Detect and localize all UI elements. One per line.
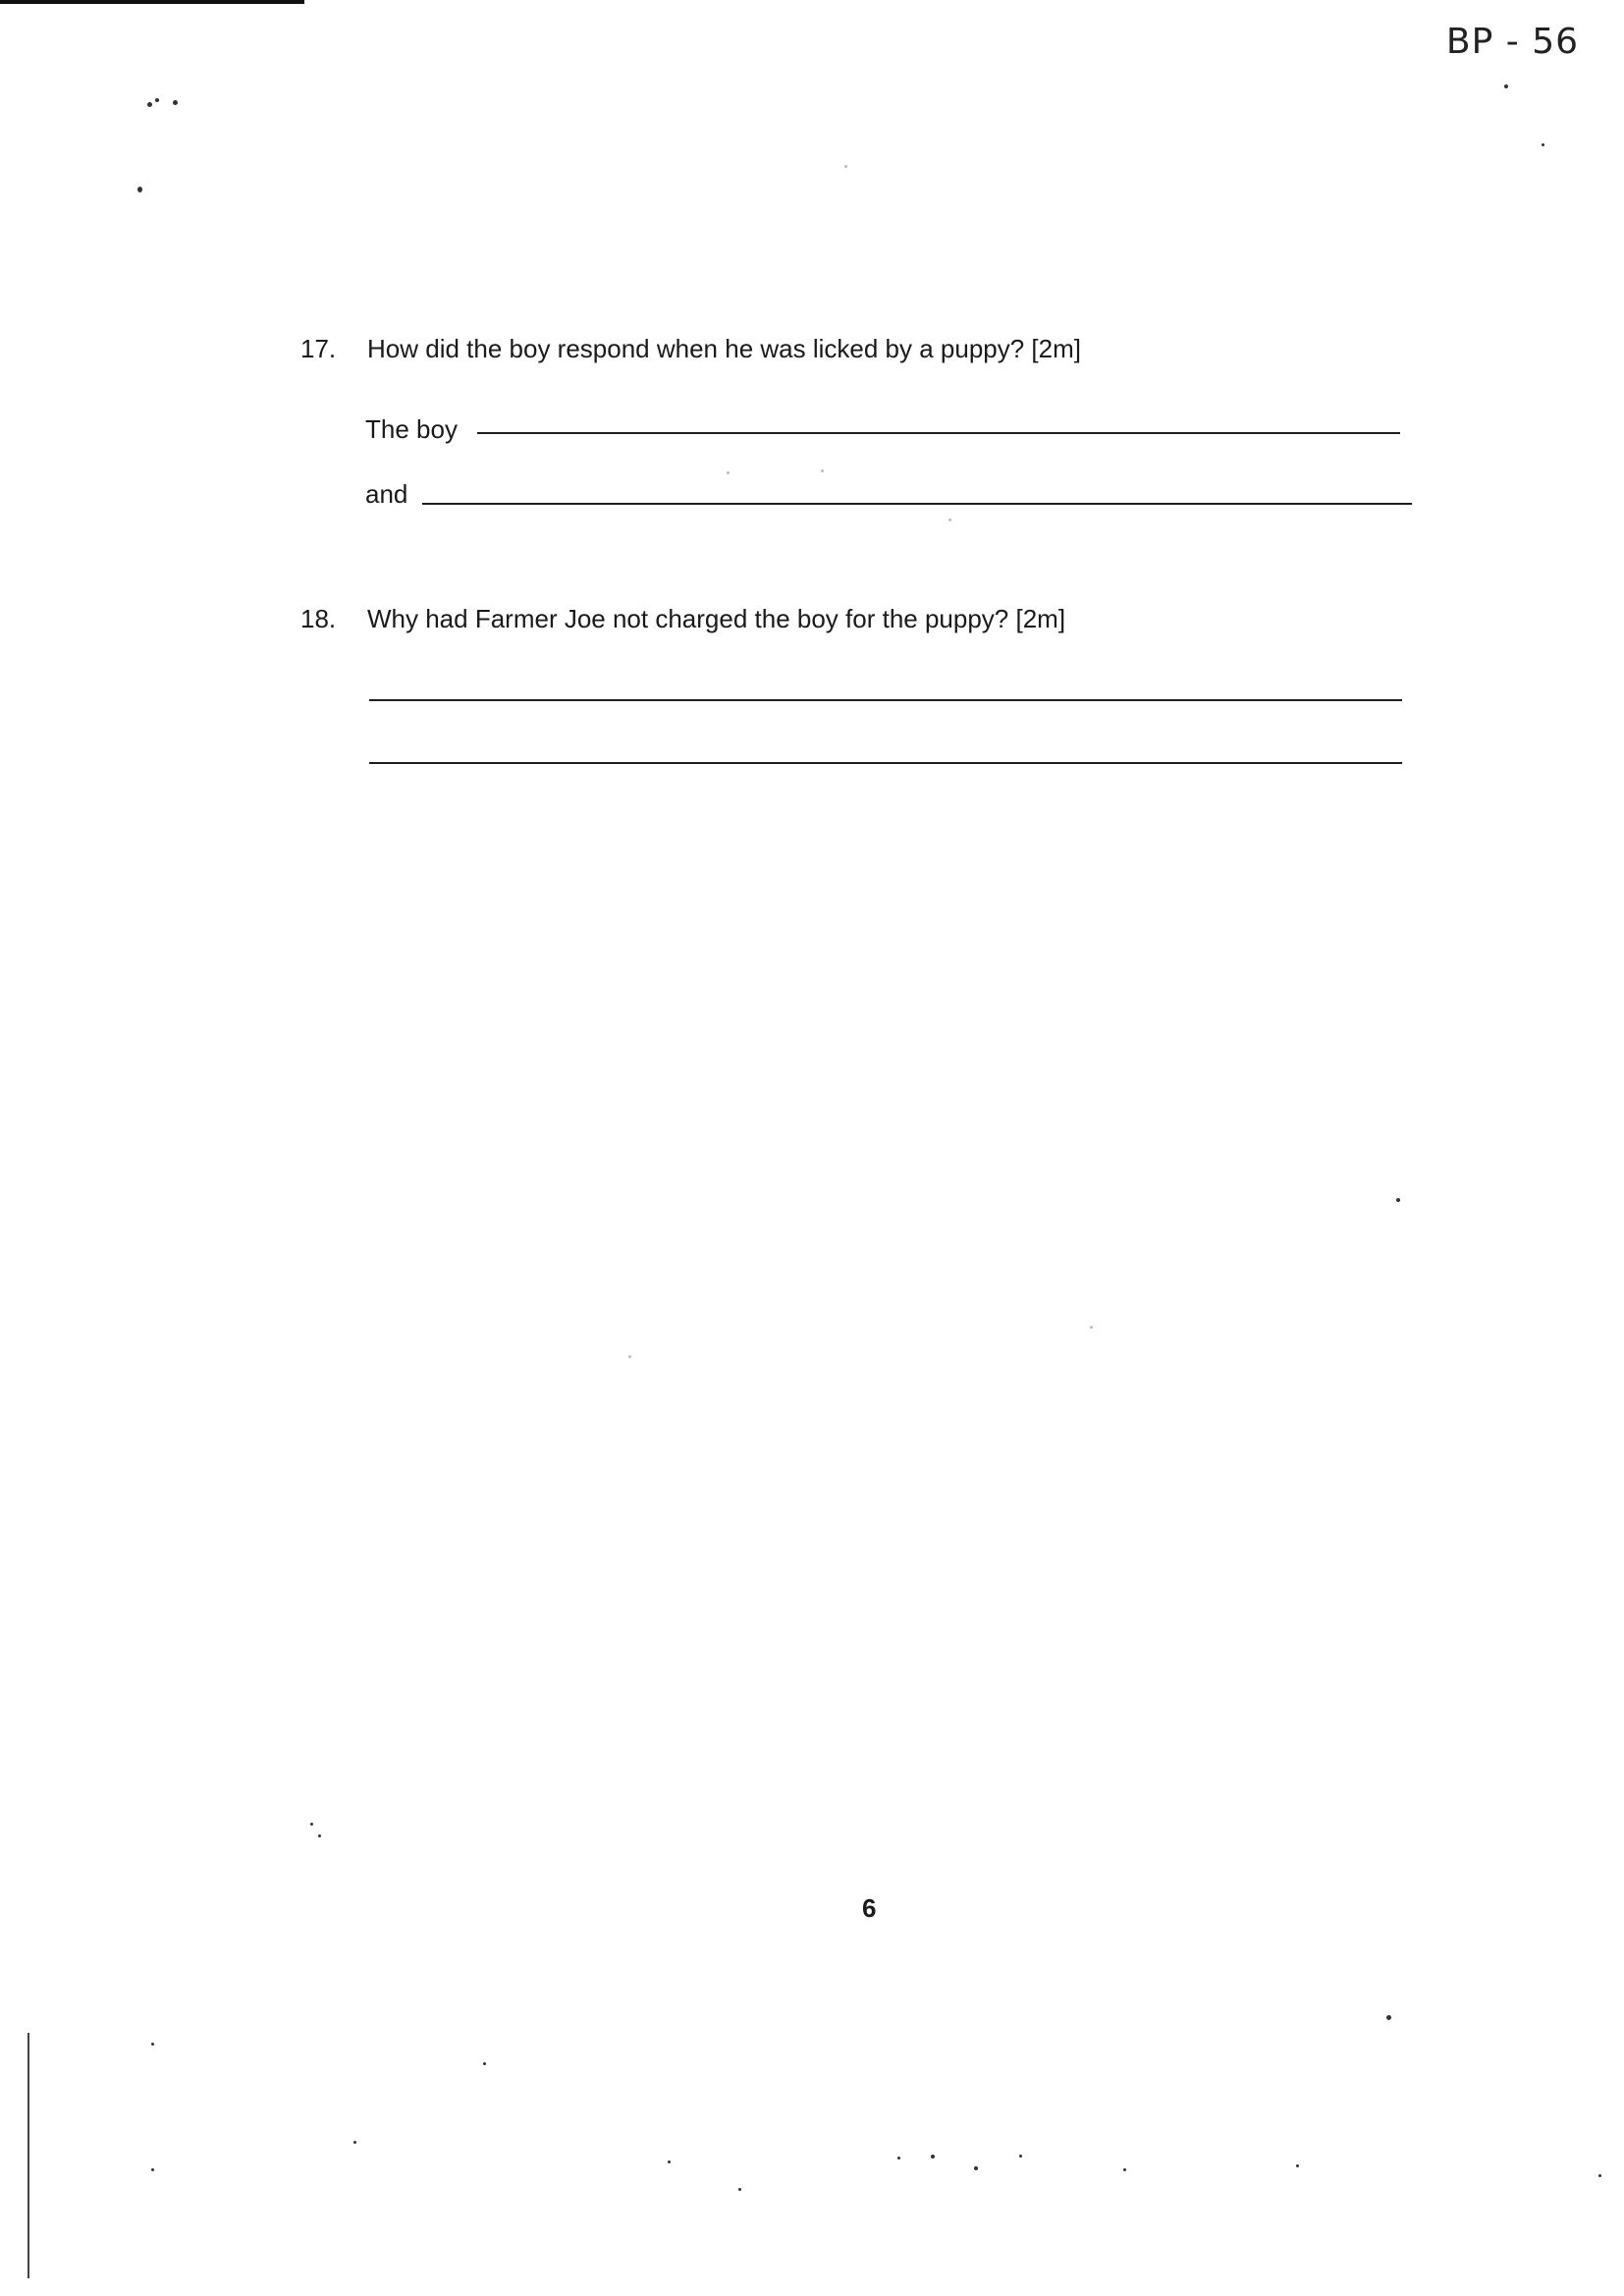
scan-speck <box>147 102 152 107</box>
question-18 <box>300 604 1065 634</box>
scan-speck <box>821 469 824 472</box>
scan-speck <box>1504 84 1508 88</box>
scan-speck <box>727 471 730 474</box>
scan-speck <box>1296 2164 1299 2167</box>
answer-prompt-the-boy: The boy <box>365 414 458 444</box>
scan-speck <box>1123 2168 1126 2171</box>
scan-speck <box>1019 2155 1022 2158</box>
question-number: 17. <box>300 334 337 363</box>
scan-speck <box>1396 1198 1400 1202</box>
page-code: BP - 56 <box>1445 22 1579 62</box>
scan-speck <box>844 165 847 168</box>
scan-speck <box>318 1834 321 1837</box>
scan-speck <box>155 98 159 102</box>
scan-speck <box>931 2155 935 2159</box>
scan-speck <box>974 2166 978 2170</box>
scan-speck <box>483 2062 486 2065</box>
scan-speck <box>173 100 178 105</box>
question-number: 18. <box>300 604 337 633</box>
scan-speck <box>628 1355 631 1358</box>
scan-edge-line <box>27 2033 29 2278</box>
page-number: 6 <box>862 1893 877 1923</box>
scan-speck <box>1542 143 1544 146</box>
answer-line-17-1[interactable] <box>477 432 1400 434</box>
scan-speck <box>353 2141 356 2144</box>
scan-speck <box>1090 1326 1093 1329</box>
scan-speck <box>948 519 951 521</box>
scan-speck <box>738 2188 741 2191</box>
answer-line-17-2[interactable] <box>422 503 1412 505</box>
scan-speck <box>1598 2174 1601 2177</box>
scan-speck <box>897 2157 900 2159</box>
top-rule <box>0 0 304 4</box>
scan-speck <box>151 2043 154 2046</box>
question-text: How did the boy respond when he was licked by a puppy? [2m] <box>367 334 1081 363</box>
question-text: Why had Farmer Joe not charged the boy for the puppy? [2m] <box>367 604 1066 633</box>
scan-speck <box>668 2160 671 2163</box>
question-17 <box>300 334 1081 364</box>
scan-speck <box>310 1823 313 1826</box>
answer-prompt-and: and <box>365 479 408 509</box>
scan-speck <box>151 2168 154 2171</box>
scan-speck <box>137 187 142 192</box>
scan-speck <box>1386 2015 1391 2020</box>
answer-line-18-1[interactable] <box>369 699 1402 701</box>
answer-line-18-2[interactable] <box>369 762 1402 764</box>
